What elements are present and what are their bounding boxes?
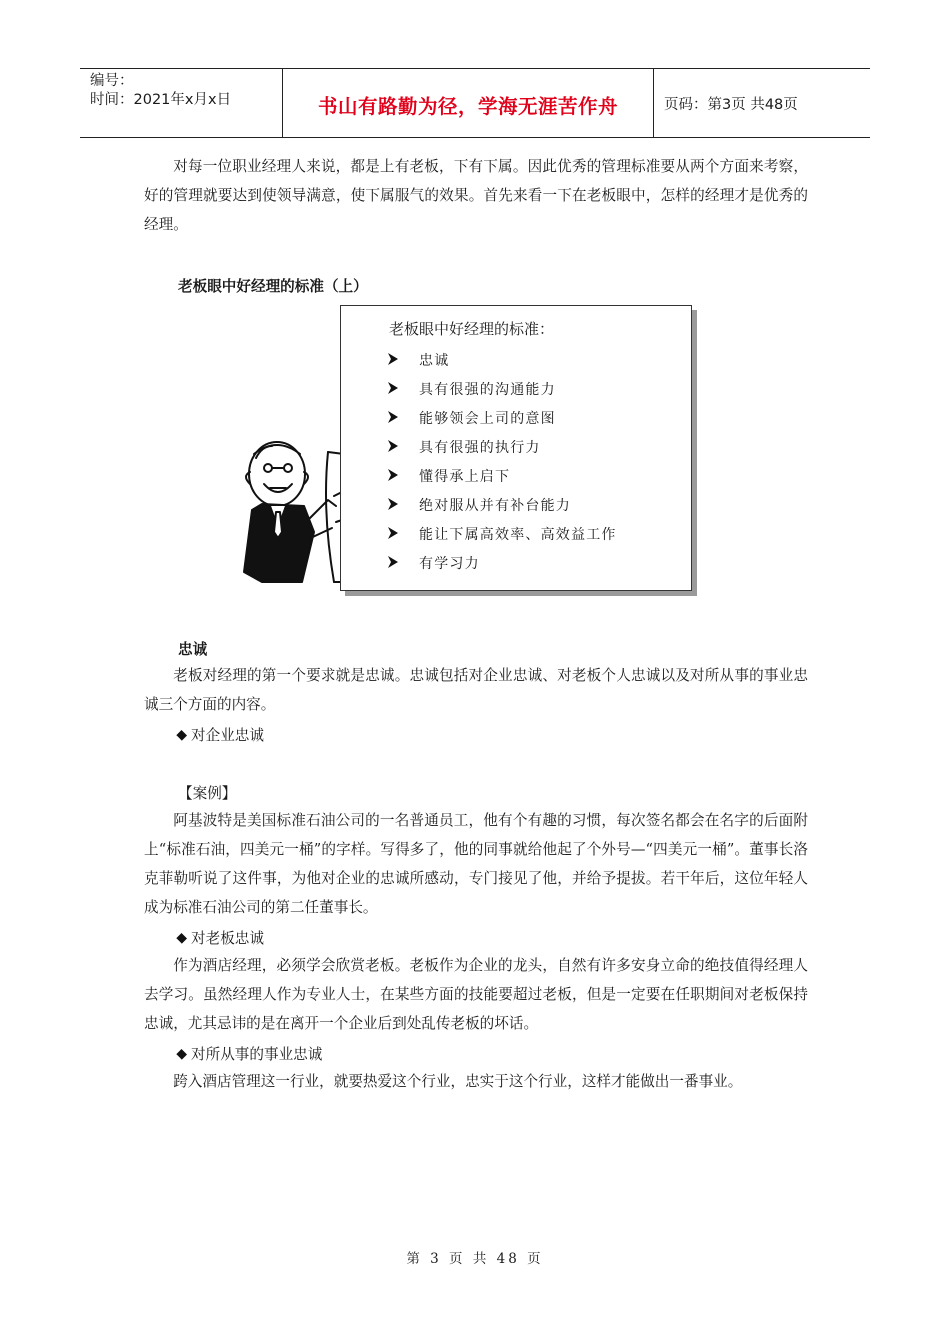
diamond-bullet-icon bbox=[176, 1049, 187, 1060]
arrow-bullet-icon bbox=[387, 497, 399, 511]
list-item: 懂得承上启下 bbox=[387, 466, 617, 495]
page-header bbox=[80, 68, 870, 138]
sub-heading-boss: 对老板忠诚 bbox=[176, 927, 264, 948]
list-item: 能够领会上司的意图 bbox=[387, 408, 617, 437]
sub-heading-career: 对所从事的事业忠诚 bbox=[176, 1043, 322, 1064]
loyalty-heading: 忠诚 bbox=[178, 641, 208, 658]
arrow-bullet-icon bbox=[387, 526, 399, 540]
boss-paragraph: 作为酒店经理，必须学会欣赏老板。老板作为企业的龙头，自然有许多安身立命的绝技值得经理人去学习。虽然经理人作为专业人士，在某些方面的技能要超过老板，但是一定要在任职期间对老板保持忠诚，尤其忌讳的是在离开一个企业后到处乱传老板的坏话。 bbox=[144, 957, 808, 1032]
list-item: 具有很强的执行力 bbox=[387, 437, 617, 466]
standards-figure-box bbox=[340, 305, 692, 591]
diamond-bullet-icon bbox=[176, 730, 187, 741]
intro-paragraph: 对每一位职业经理人来说，都是上有老板，下有下属。因此优秀的管理标准要从两个方面来考察，好的管理就要达到使领导满意，使下属服气的效果。首先来看一下在老板眼中，怎样的经理才是优秀的经理。 bbox=[144, 158, 808, 233]
arrow-bullet-icon bbox=[387, 352, 399, 366]
case-paragraph: 阿基波特是美国标准石油公司的一名普通员工，他有个有趣的习惯，每次签名都会在名字的后面附上“标准石油，四美元一桶”的字样。写得多了，他的同事就给他起了个外号—“四美元一桶”。董事长洛克菲勒听说了这件事，为他对企业的忠诚所感动，专门接见了他，并给予提拔。若干年后，这位年轻人成为标准石油公司的第二任董事长。 bbox=[144, 812, 808, 916]
list-item: 能让下属高效率、高效益工作 bbox=[387, 524, 617, 553]
page-footer: 第 3 页 共 48 页 bbox=[406, 1251, 544, 1267]
header-motto: 书山有路勤为径，学海无涯苦作舟 bbox=[317, 95, 618, 118]
sub-heading-company: 对企业忠诚 bbox=[176, 724, 264, 745]
arrow-bullet-icon bbox=[387, 555, 399, 569]
list-item: 具有很强的沟通能力 bbox=[387, 379, 617, 408]
loyalty-paragraph: 老板对经理的第一个要求就是忠诚。忠诚包括对企业忠诚、对老板个人忠诚以及对所从事的事业忠诚三个方面的内容。 bbox=[144, 667, 808, 713]
figure-title: 老板眼中好经理的标准： bbox=[389, 320, 555, 338]
doc-time-label: 时间：2021年x月x日 bbox=[90, 92, 232, 108]
list-item: 绝对服从并有补台能力 bbox=[387, 495, 617, 524]
arrow-bullet-icon bbox=[387, 410, 399, 424]
diamond-bullet-icon bbox=[176, 933, 187, 944]
header-page-info: 页码：第3页 共48页 bbox=[664, 97, 798, 113]
standards-list bbox=[387, 350, 617, 582]
header-motto-cell bbox=[283, 69, 654, 137]
list-item: 有学习力 bbox=[387, 553, 617, 582]
case-label: 【案例】 bbox=[178, 785, 237, 802]
arrow-bullet-icon bbox=[387, 381, 399, 395]
career-paragraph: 跨入酒店管理这一行业，就要热爱这个行业，忠实于这个行业，这样才能做出一番事业。 bbox=[173, 1073, 743, 1090]
doc-code-label: 编号： bbox=[90, 73, 134, 89]
list-item: 忠诚 bbox=[387, 350, 617, 379]
section-title: 老板眼中好经理的标准（上） bbox=[178, 278, 368, 295]
header-meta-cell bbox=[80, 69, 283, 137]
arrow-bullet-icon bbox=[387, 439, 399, 453]
arrow-bullet-icon bbox=[387, 468, 399, 482]
